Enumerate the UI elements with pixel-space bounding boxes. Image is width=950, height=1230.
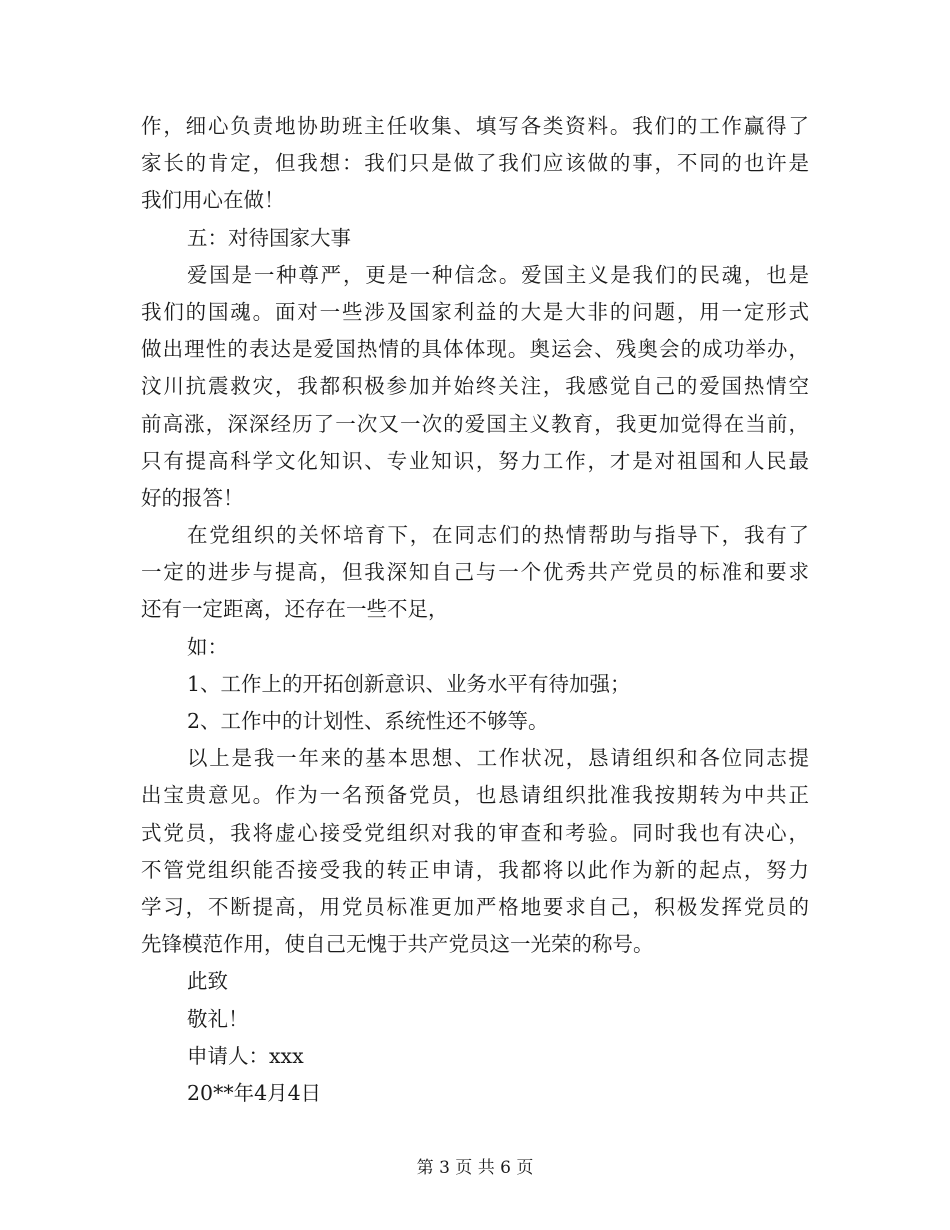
document-body — [141, 108, 809, 1112]
body-line: 一定的进步与提高，但我深知自己与一个优秀共产党员的标准和要求 — [141, 560, 809, 585]
body-line: 出宝贵意见。作为一名预备党员，也恳请组织批准我按期转为中共正 — [141, 783, 809, 808]
applicant-line: 申请人：xxx — [187, 1043, 304, 1068]
body-line: 如： — [187, 634, 228, 659]
list-item: 2、工作中的计划性、系统性还不够等。 — [187, 709, 549, 733]
body-line: 作，细心负责地协助班主任收集、填写各类资料。我们的工作赢得了 — [141, 114, 809, 138]
body-line: 在党组织的关怀培育下，在同志们的热情帮助与指导下，我有了 — [187, 523, 809, 548]
body-line: 家长的肯定，但我想：我们只是做了我们应该做的事，不同的也许是 — [141, 151, 809, 176]
section-heading: 五：对待国家大事 — [187, 225, 351, 250]
body-line: 式党员，我将虚心接受党组织对我的审查和考验。同时我也有决心， — [141, 820, 809, 845]
body-line: 以上是我一年来的基本思想、工作状况，恳请组织和各位同志提 — [187, 746, 809, 771]
body-line: 不管党组织能否接受我的转正申请，我都将以此作为新的起点，努力 — [141, 857, 809, 882]
salutation-line: 敬礼！ — [187, 1006, 249, 1031]
closing-line: 此致 — [187, 969, 228, 994]
body-line: 先锋模范作用，使自己无愧于共产党员这一光荣的称号。 — [141, 932, 654, 957]
list-item: 1、工作上的开拓创新意识、业务水平有待加强； — [187, 671, 631, 696]
body-line: 爱国是一种尊严，更是一种信念。爱国主义是我们的民魂，也是 — [187, 262, 809, 287]
body-line: 我们的国魂。面对一些涉及国家利益的大是大非的问题，用一定形式 — [141, 299, 809, 324]
page-number-footer: 第 3 页 共 6 页 — [416, 1158, 534, 1178]
body-line: 学习，不断提高，用党员标准更加严格地要求自己，积极发挥党员的 — [141, 894, 809, 919]
date-line: 20**年4月4日 — [187, 1080, 322, 1105]
body-line: 还有一定距离，还存在一些不足， — [141, 597, 449, 622]
body-line: 做出理性的表达是爱国热情的具体体现。奥运会、残奥会的成功举办， — [141, 337, 809, 362]
body-line: 我们用心在做！ — [141, 188, 285, 213]
body-line: 只有提高科学文化知识、专业知识，努力工作，才是对祖国和人民最 — [141, 448, 809, 473]
body-line: 前高涨，深深经历了一次又一次的爱国主义教育，我更加觉得在当前， — [141, 411, 809, 436]
body-line: 汶川抗震救灾，我都积极参加并始终关注，我感觉自己的爱国热情空 — [141, 374, 809, 399]
body-line: 好的报答！ — [141, 485, 244, 510]
